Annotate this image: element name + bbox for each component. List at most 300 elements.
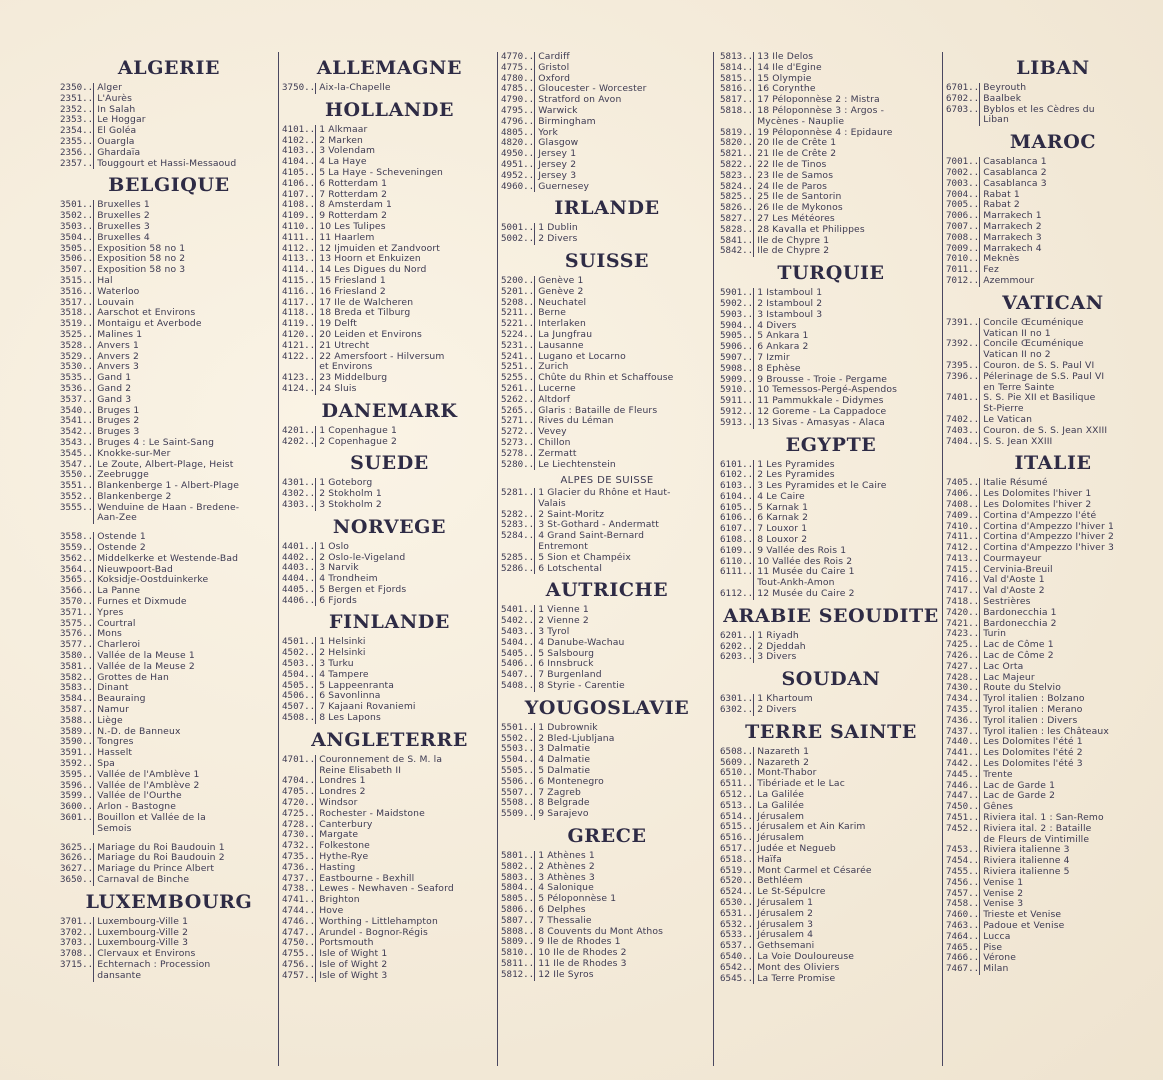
entry-title: Bruges 1 bbox=[93, 406, 278, 417]
entry-title: Malines 1 bbox=[93, 330, 278, 341]
entry-title: Rives du Léman bbox=[534, 416, 713, 427]
entry-code: 4505 bbox=[282, 679, 305, 691]
entry-code: 3625 bbox=[60, 841, 83, 853]
country-section bbox=[282, 610, 497, 723]
entry-title: Worthing - Littlehampton bbox=[315, 917, 497, 928]
entry-title: Jérusalem et Ain Karim bbox=[753, 822, 942, 833]
catalog-entry bbox=[720, 149, 942, 160]
entry-code: 2353 bbox=[60, 114, 83, 126]
entry-code: 7446 bbox=[946, 779, 969, 791]
entry-dots: .. bbox=[304, 220, 316, 232]
entry-code: 3562 bbox=[60, 552, 83, 564]
entry-code: 7445 bbox=[946, 768, 969, 780]
entry-dots: .. bbox=[304, 701, 316, 713]
entry-title: Riviera ital. 1 : San-Remo bbox=[979, 813, 1160, 824]
entry-title: La Galilée bbox=[753, 790, 942, 801]
entry-dots: .. bbox=[968, 242, 980, 254]
country-section bbox=[501, 249, 713, 470]
catalog-entry bbox=[946, 770, 1160, 781]
entry-dots: .. bbox=[968, 82, 980, 93]
entry-dots: .. bbox=[742, 148, 754, 160]
catalog-entry bbox=[946, 105, 1160, 127]
entry-dots: .. bbox=[523, 721, 535, 733]
entry-title: Aix-la-Chapelle bbox=[315, 83, 497, 94]
catalog-entry bbox=[720, 171, 942, 182]
entry-dots: .. bbox=[742, 566, 754, 578]
entry-title: 1 Vienne 1 bbox=[534, 605, 713, 616]
entry-title: 3 Les Pyramides et le Caire bbox=[753, 481, 942, 492]
entry-dots: .. bbox=[742, 223, 754, 235]
entry-dots: .. bbox=[82, 114, 94, 126]
entry-dots: .. bbox=[82, 736, 94, 748]
entry-dots: .. bbox=[82, 801, 94, 813]
entry-code: 7003 bbox=[946, 177, 969, 189]
catalog-entry bbox=[720, 288, 942, 299]
country-section bbox=[946, 56, 1160, 126]
entry-title: 26 Ile de Mykonos bbox=[753, 203, 942, 214]
entry-code: 7450 bbox=[946, 801, 969, 813]
entry-title: Vallée de l'Amblève 2 bbox=[93, 781, 278, 792]
entry-code: 7425 bbox=[946, 639, 969, 651]
entry-dots: .. bbox=[304, 948, 316, 960]
entry-dots: .. bbox=[523, 925, 535, 937]
entry-title: S. S. Pie XII et Basilique St-Pierre bbox=[979, 393, 1160, 415]
entry-code: 5502 bbox=[501, 732, 524, 744]
entry-dots: .. bbox=[82, 812, 94, 823]
entry-title: Azemmour bbox=[979, 276, 1160, 287]
entry-dots: .. bbox=[742, 832, 754, 844]
catalog-entry bbox=[282, 863, 497, 874]
entry-code: 6112 bbox=[720, 588, 743, 600]
entry-code: 2357 bbox=[60, 157, 83, 169]
entry-title: Jérusalem bbox=[753, 812, 942, 823]
entry-title: Glasgow bbox=[534, 138, 713, 149]
entry-code: 5803 bbox=[501, 871, 524, 883]
entry-dots: .. bbox=[523, 797, 535, 809]
entry-title: Les Dolomites l'hiver 1 bbox=[979, 489, 1160, 500]
entry-title: 13 Ile Delos bbox=[753, 52, 942, 63]
entry-title: 4 Trondheim bbox=[315, 574, 497, 585]
catalog-entry bbox=[282, 125, 497, 136]
entry-code: 4508 bbox=[282, 712, 305, 724]
catalog-entry bbox=[720, 652, 942, 663]
entry-code: 4503 bbox=[282, 658, 305, 670]
entry-code: 3595 bbox=[60, 768, 83, 780]
entry-title: 11 Musée du Caire 1 Tout-Ankh-Amon bbox=[753, 567, 942, 589]
entry-title: Lucca bbox=[979, 932, 1160, 943]
entry-dots: .. bbox=[304, 807, 316, 819]
entry-title: 20 Leiden et Environs bbox=[315, 330, 497, 341]
entry-code: 7464 bbox=[946, 930, 969, 942]
entry-dots: .. bbox=[82, 274, 94, 286]
entry-dots: .. bbox=[82, 350, 94, 362]
entry-code: 4750 bbox=[282, 937, 305, 949]
entry-dots: .. bbox=[82, 469, 94, 481]
column-5 bbox=[946, 52, 1160, 1066]
entry-dots: .. bbox=[968, 876, 980, 888]
catalog-entry bbox=[60, 94, 278, 105]
entry-dots: .. bbox=[968, 166, 980, 178]
entry-dots: .. bbox=[523, 936, 535, 948]
entry-title: Bouillon et Vallée de la Semois bbox=[93, 813, 278, 835]
country-heading: NORVEGE bbox=[332, 515, 447, 538]
entry-title: Trente bbox=[979, 770, 1160, 781]
entry-code: 6508 bbox=[720, 745, 743, 757]
entry-dots: .. bbox=[82, 531, 94, 543]
entry-dots: .. bbox=[82, 199, 94, 211]
entry-title: Ile de Chypre 1 bbox=[753, 236, 942, 247]
entry-code: 4121 bbox=[282, 339, 305, 351]
entry-code: 6202 bbox=[720, 640, 743, 652]
entry-dots: .. bbox=[523, 382, 535, 394]
entry-title: 25 Ile de Santorin bbox=[753, 192, 942, 203]
entry-dots: .. bbox=[82, 318, 94, 330]
entry-dots: .. bbox=[304, 647, 316, 659]
entry-title: Blankenberge 2 bbox=[93, 492, 278, 503]
entry-title: 11 Haarlem bbox=[315, 233, 497, 244]
entry-code: 2355 bbox=[60, 135, 83, 147]
entry-code: 3537 bbox=[60, 393, 83, 405]
entry-title: 3 St-Gothard - Andermatt bbox=[534, 520, 713, 531]
entry-code: 5821 bbox=[720, 148, 743, 160]
entry-title: 21 Utrecht bbox=[315, 341, 497, 352]
entry-dots: .. bbox=[742, 458, 754, 470]
entry-dots: .. bbox=[968, 210, 980, 222]
entry-dots: .. bbox=[304, 668, 316, 680]
entry-code: 5905 bbox=[720, 330, 743, 342]
entry-code: 5912 bbox=[720, 405, 743, 417]
entry-title: 7 Izmir bbox=[753, 353, 942, 364]
entry-dots: .. bbox=[523, 222, 535, 234]
entry-dots: .. bbox=[304, 372, 316, 384]
entry-title: La Jungfrau bbox=[534, 330, 713, 341]
entry-title: 3 Tyrol bbox=[534, 627, 713, 638]
entry-code: 4501 bbox=[282, 636, 305, 648]
entry-code: 5806 bbox=[501, 904, 524, 915]
catalog-entry bbox=[946, 964, 1160, 975]
entry-code: 5902 bbox=[720, 297, 743, 309]
entry-dots: .. bbox=[304, 488, 316, 500]
entry-title: 4 Divers bbox=[753, 321, 942, 332]
entry-code: 3551 bbox=[60, 480, 83, 492]
entry-code: 5509 bbox=[501, 808, 524, 820]
entry-code: 7411 bbox=[946, 531, 969, 543]
entry-code: 7011 bbox=[946, 264, 969, 276]
entry-title: Koksidje-Oostduinkerke bbox=[93, 575, 278, 586]
entry-title: Anvers 3 bbox=[93, 362, 278, 373]
entry-dots: .. bbox=[523, 94, 535, 106]
entry-dots: .. bbox=[523, 765, 535, 777]
entry-code: 5211 bbox=[501, 307, 524, 319]
entry-title: Casablanca 3 bbox=[979, 179, 1160, 190]
country-heading: DANEMARK bbox=[321, 399, 458, 422]
entry-title: Rabat 1 bbox=[979, 190, 1160, 201]
entry-code: 4736 bbox=[282, 861, 305, 873]
entry-title: Altdorf bbox=[534, 395, 713, 406]
entry-title: Venise 2 bbox=[979, 889, 1160, 900]
entry-code: 7005 bbox=[946, 199, 969, 211]
entry-dots: .. bbox=[742, 961, 754, 973]
entry-dots: .. bbox=[304, 818, 316, 830]
entry-dots: .. bbox=[742, 234, 754, 246]
country-heading: ALLEMAGNE bbox=[316, 57, 463, 79]
entry-code: 5265 bbox=[501, 404, 524, 416]
entry-dots: .. bbox=[523, 447, 535, 459]
catalog-entry bbox=[501, 341, 713, 352]
entry-dots: .. bbox=[304, 350, 316, 362]
entry-dots: .. bbox=[968, 628, 980, 640]
entry-code: 4402 bbox=[282, 551, 305, 563]
entry-code: 7001 bbox=[946, 156, 969, 168]
entry-code: 7463 bbox=[946, 919, 969, 931]
entry-title: 6 Rotterdam 1 bbox=[315, 179, 497, 190]
entry-title: 12 Ile Syros bbox=[534, 970, 713, 981]
entry-code: 4201 bbox=[282, 424, 305, 436]
catalog-entry bbox=[501, 809, 713, 820]
entry-dots: .. bbox=[82, 863, 94, 875]
entry-dots: .. bbox=[742, 629, 754, 641]
country-heading: LUXEMBOURG bbox=[85, 890, 253, 913]
entry-dots: .. bbox=[304, 307, 316, 319]
catalog-entry bbox=[720, 225, 942, 236]
entry-title: 28 Kavalla et Philippes bbox=[753, 225, 942, 236]
entry-dots: .. bbox=[523, 850, 535, 862]
entry-title: 1 Dubrownik bbox=[534, 723, 713, 734]
entry-code: 7428 bbox=[946, 671, 969, 683]
entry-dots: .. bbox=[82, 725, 94, 737]
country-heading: MAROC bbox=[1009, 131, 1097, 154]
country-heading: YOUGOSLAVIE bbox=[524, 696, 690, 719]
entry-title: Arlon - Bastogne bbox=[93, 802, 278, 813]
entry-code: 5401 bbox=[501, 604, 524, 616]
entry-code: 4105 bbox=[282, 166, 305, 178]
entry-code: 7391 bbox=[946, 316, 969, 328]
catalog-entry bbox=[946, 318, 1160, 340]
entry-code: 4301 bbox=[282, 477, 305, 489]
entry-code: 6109 bbox=[720, 544, 743, 556]
entry-dots: .. bbox=[523, 350, 535, 362]
catalog-entry bbox=[501, 564, 713, 575]
entry-dots: .. bbox=[968, 801, 980, 813]
entry-title: 5 Sion et Champéix bbox=[534, 553, 713, 564]
entry-title: 6 Ankara 2 bbox=[753, 342, 942, 353]
entry-code: 3564 bbox=[60, 563, 83, 575]
entry-code: 6301 bbox=[720, 693, 743, 705]
entry-title: 9 Sarajevo bbox=[534, 809, 713, 820]
entry-code: 5508 bbox=[501, 797, 524, 809]
country-heading: ALGERIE bbox=[117, 57, 221, 79]
entry-title: Interlaken bbox=[534, 319, 713, 330]
catalog-entry bbox=[946, 372, 1160, 394]
entry-dots: .. bbox=[968, 671, 980, 683]
entry-dots: .. bbox=[82, 264, 94, 276]
entry-code: 5809 bbox=[501, 936, 524, 948]
catalog-entry bbox=[501, 777, 713, 788]
entry-title: 9 Ile de Rhodes 1 bbox=[534, 937, 713, 948]
entry-code: 4112 bbox=[282, 242, 305, 254]
entry-code: 3530 bbox=[60, 361, 83, 373]
entry-code: 7007 bbox=[946, 220, 969, 232]
entry-title: 5 Dalmatie bbox=[534, 766, 713, 777]
entry-title: 4 Tampere bbox=[315, 670, 497, 681]
entry-code: 5906 bbox=[720, 341, 743, 353]
entry-dots: .. bbox=[968, 617, 980, 629]
entry-title: Mont-Thabor bbox=[753, 768, 942, 779]
entry-code: 4124 bbox=[282, 382, 305, 394]
entry-dots: .. bbox=[523, 615, 535, 627]
entry-code: 5842 bbox=[720, 245, 743, 257]
entry-dots: .. bbox=[304, 435, 316, 447]
catalog-entry bbox=[946, 878, 1160, 889]
entry-code: 4951 bbox=[501, 158, 524, 170]
entry-code: 7415 bbox=[946, 563, 969, 575]
entry-dots: .. bbox=[523, 115, 535, 127]
entry-title: 5 Bergen et Fjords bbox=[315, 585, 497, 596]
entry-dots: .. bbox=[82, 574, 94, 586]
entry-code: 4122 bbox=[282, 350, 305, 362]
entry-title: Le Vatican bbox=[979, 415, 1160, 426]
entry-dots: .. bbox=[742, 308, 754, 320]
entry-dots: .. bbox=[304, 382, 316, 394]
entry-title: Grottes de Han bbox=[93, 673, 278, 684]
entry-dots: .. bbox=[304, 658, 316, 670]
catalog-entry bbox=[501, 182, 713, 193]
entry-title: Les Dolomites l'été 2 bbox=[979, 748, 1160, 759]
entry-code: 3580 bbox=[60, 650, 83, 662]
entry-code: 3566 bbox=[60, 585, 83, 597]
catalog-entry bbox=[946, 426, 1160, 437]
entry-dots: .. bbox=[968, 488, 980, 500]
catalog-entry bbox=[282, 352, 497, 374]
entry-title: Milan bbox=[979, 964, 1160, 975]
country-heading: FINLANDE bbox=[329, 611, 450, 634]
catalog-entry bbox=[720, 567, 942, 589]
entry-title: Marrakech 3 bbox=[979, 233, 1160, 244]
entry-dots: .. bbox=[968, 264, 980, 276]
entry-title: 3 Divers bbox=[753, 652, 942, 663]
entry-title: 1 Helsinki bbox=[315, 637, 497, 648]
entry-dots: .. bbox=[523, 72, 535, 84]
entry-code: 5802 bbox=[501, 860, 524, 872]
entry-dots: .. bbox=[968, 253, 980, 265]
country-section bbox=[60, 173, 278, 885]
column-2 bbox=[282, 52, 498, 1066]
entry-title: Luxembourg-Ville 1 bbox=[93, 917, 278, 928]
entry-title: Zeebrugge bbox=[93, 470, 278, 481]
entry-title: 22 Ile de Tinos bbox=[753, 160, 942, 171]
entry-code: 5818 bbox=[720, 104, 743, 116]
catalog-entry bbox=[946, 179, 1160, 190]
entry-dots: .. bbox=[523, 126, 535, 138]
entry-title: Concile Œcuménique Vatican II no 2 bbox=[979, 339, 1160, 361]
country-section bbox=[946, 130, 1160, 287]
entry-title: Val d'Aoste 2 bbox=[979, 586, 1160, 597]
entry-dots: .. bbox=[82, 628, 94, 640]
entry-dots: .. bbox=[82, 253, 94, 265]
country-heading: BELGIQUE bbox=[108, 174, 230, 197]
entry-title: 7 Thessalie bbox=[534, 916, 713, 927]
entry-dots: .. bbox=[968, 92, 980, 104]
catalog-entry bbox=[501, 234, 713, 245]
catalog-entry bbox=[720, 492, 942, 503]
entry-title: Bruxelles 1 bbox=[93, 200, 278, 211]
entry-dots: .. bbox=[742, 490, 754, 502]
entry-title: Exposition 58 no 2 bbox=[93, 254, 278, 265]
entry-title: Les Dolomites l'hiver 2 bbox=[979, 500, 1160, 511]
entry-code: 4747 bbox=[282, 926, 305, 938]
catalog-entry bbox=[720, 866, 942, 877]
entry-code: 5810 bbox=[501, 947, 524, 959]
entry-code: 7012 bbox=[946, 274, 969, 286]
entry-title: 2 Djeddah bbox=[753, 642, 942, 653]
catalog-entry bbox=[946, 393, 1160, 415]
entry-code: 5271 bbox=[501, 415, 524, 427]
entry-code: 7412 bbox=[946, 542, 969, 554]
entry-title: Gand 1 bbox=[93, 373, 278, 384]
entry-title: 5 La Haye - Scheveningen bbox=[315, 168, 497, 179]
entry-code: 7409 bbox=[946, 509, 969, 521]
entry-dots: .. bbox=[304, 583, 316, 595]
entry-code: 5255 bbox=[501, 372, 524, 384]
entry-code: 3599 bbox=[60, 790, 83, 802]
entry-code: 5507 bbox=[501, 786, 524, 798]
entry-dots: .. bbox=[523, 61, 535, 73]
entry-title: Tyrol italien : Divers bbox=[979, 716, 1160, 727]
entry-title: Vallée de la Meuse 2 bbox=[93, 662, 278, 673]
entry-dots: .. bbox=[82, 542, 94, 554]
entry-code: 6108 bbox=[720, 534, 743, 546]
entry-dots: .. bbox=[82, 606, 94, 618]
entry-dots: .. bbox=[968, 898, 980, 910]
entry-title: Canterbury bbox=[315, 820, 497, 831]
entry-dots: .. bbox=[523, 318, 535, 330]
entry-code: 3627 bbox=[60, 863, 83, 875]
country-section bbox=[720, 261, 942, 428]
catalog-entry bbox=[501, 287, 713, 298]
entry-title: 5 Karnak 1 bbox=[753, 503, 942, 514]
entry-dots: .. bbox=[968, 952, 980, 964]
entry-dots: .. bbox=[968, 509, 980, 521]
entry-title: Lac de Côme 2 bbox=[979, 651, 1160, 662]
entry-dots: .. bbox=[742, 51, 754, 62]
entry-code: 4780 bbox=[501, 72, 524, 84]
entry-dots: .. bbox=[523, 137, 535, 149]
entry-code: 4108 bbox=[282, 199, 305, 211]
column-3 bbox=[501, 52, 714, 1066]
country-section bbox=[282, 56, 497, 94]
entry-dots: .. bbox=[82, 447, 94, 459]
catalog-entry bbox=[60, 917, 278, 928]
entry-title: 8 Belgrade bbox=[534, 798, 713, 809]
entry-dots: .. bbox=[304, 786, 316, 798]
entry-dots: .. bbox=[968, 866, 980, 877]
catalog-entry bbox=[720, 930, 942, 941]
entry-code: 7010 bbox=[946, 253, 969, 265]
entry-dots: .. bbox=[304, 959, 316, 970]
entry-dots: .. bbox=[304, 562, 316, 574]
entry-title: 2 Vienne 2 bbox=[534, 616, 713, 627]
entry-dots: .. bbox=[82, 393, 94, 405]
entry-dots: .. bbox=[82, 415, 94, 427]
entry-dots: .. bbox=[742, 897, 754, 908]
entry-title: 27 Les Météores bbox=[753, 214, 942, 225]
country-section bbox=[720, 667, 942, 716]
entry-code: 6201 bbox=[720, 629, 743, 641]
entry-dots: .. bbox=[82, 92, 94, 104]
entry-title: Berne bbox=[534, 308, 713, 319]
entry-dots: .. bbox=[742, 137, 754, 149]
country-section bbox=[946, 451, 1160, 975]
